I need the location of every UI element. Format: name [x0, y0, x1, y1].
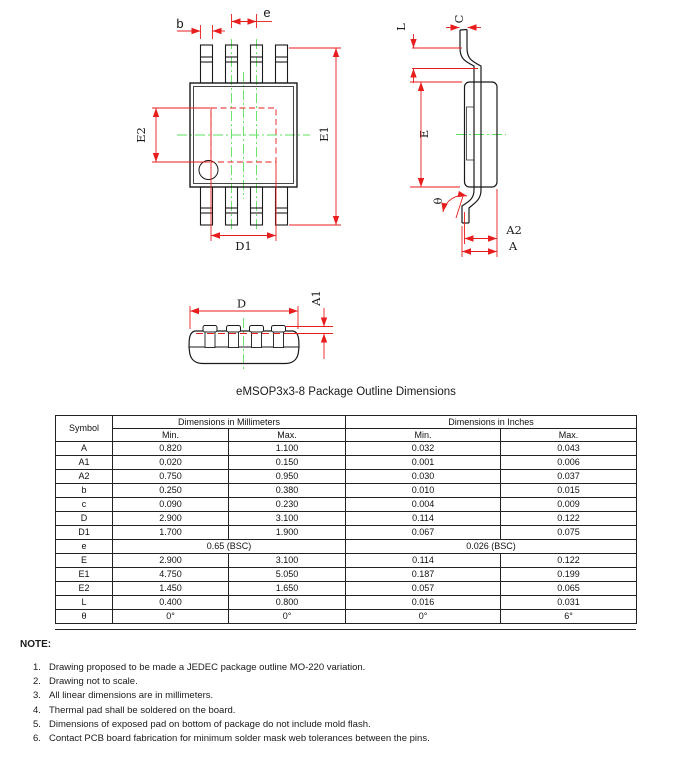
dim-label-b: b	[176, 16, 184, 31]
note-item: 3. All linear dimensions are in millimeters.	[33, 690, 214, 702]
dim-label-e: e	[263, 5, 271, 20]
col-header-symbol: Symbol	[56, 416, 113, 442]
pin-1-indicator	[199, 161, 218, 180]
top-view-dimensions	[152, 14, 341, 241]
table-bottom-rule	[55, 629, 636, 630]
page-title: eMSOP3x3-8 Package Outline Dimensions	[236, 386, 456, 398]
table-row: E1 4.750 5.050 0.187 0.199	[56, 568, 637, 582]
front-leads	[203, 326, 286, 348]
dim-label-A1: A1	[309, 290, 323, 306]
note-item: 4. Thermal pad shall be soldered on the board.	[33, 704, 236, 716]
dimensions-table	[55, 415, 637, 624]
col-header-mm: Dimensions in Millimeters	[113, 416, 346, 429]
package-outline-drawings	[0, 0, 692, 380]
table-row: b 0.250 0.380 0.010 0.015	[56, 484, 637, 498]
table-row: c 0.090 0.230 0.004 0.009	[56, 498, 637, 512]
col-header-mm-min: Min.	[113, 429, 229, 442]
col-header-in-max: Max.	[501, 429, 637, 442]
col-header-in-min: Min.	[346, 429, 501, 442]
dim-label-E1: E1	[317, 126, 331, 142]
note-item: 2. Drawing not to scale.	[33, 676, 138, 688]
dim-label-L: L	[394, 23, 408, 31]
dim-label-C: C	[452, 14, 466, 24]
side-view-drawing	[394, 14, 522, 257]
col-header-in: Dimensions in Inches	[346, 416, 637, 429]
notes-heading: NOTE:	[20, 639, 52, 650]
col-header-mm-max: Max.	[229, 429, 346, 442]
note-item: 1. Drawing proposed to be made a JEDEC package outline MO-220 variation.	[33, 662, 366, 673]
table-row-e: e 0.65 (BSC) 0.026 (BSC)	[56, 540, 637, 554]
side-view-dimensions	[412, 28, 497, 258]
dim-label-D1: D1	[235, 239, 252, 253]
table-row: E2 1.450 1.650 0.057 0.065	[56, 582, 637, 596]
note-item: 5. Dimensions of exposed pad on bottom of package do not include mold flash.	[33, 718, 371, 730]
front-view-drawing	[189, 290, 333, 372]
note-item: 6. Contact PCB board fabrication for minimum solder mask web tolerances between the pins.	[33, 733, 430, 745]
table-row: A2 0.750 0.950 0.030 0.037	[56, 470, 637, 484]
top-view-drawing	[134, 5, 341, 253]
gull-wing-lead	[460, 30, 481, 224]
table-row: L 0.400 0.800 0.016 0.031	[56, 596, 637, 610]
table-row: D 2.900 3.100 0.114 0.122	[56, 512, 637, 526]
dim-label-E2: E2	[134, 127, 148, 143]
dim-label-theta: θ	[431, 197, 445, 205]
dim-label-D: D	[236, 296, 247, 311]
table-row: A1 0.020 0.150 0.001 0.006	[56, 456, 637, 470]
dim-label-A2: A2	[506, 223, 522, 237]
dim-label-A: A	[508, 239, 518, 253]
centerlines	[177, 39, 310, 231]
table-row: D1 1.700 1.900 0.067 0.075	[56, 526, 637, 540]
table-row: A 0.820 1.100 0.032 0.043	[56, 442, 637, 456]
table-header-row	[56, 416, 637, 429]
table-row: E 2.900 3.100 0.114 0.122	[56, 554, 637, 568]
notes-list	[33, 661, 430, 746]
dim-label-E: E	[417, 129, 431, 139]
table-row: θ 0° 0° 0° 6°	[56, 610, 637, 624]
table-subheader-row	[56, 429, 637, 442]
